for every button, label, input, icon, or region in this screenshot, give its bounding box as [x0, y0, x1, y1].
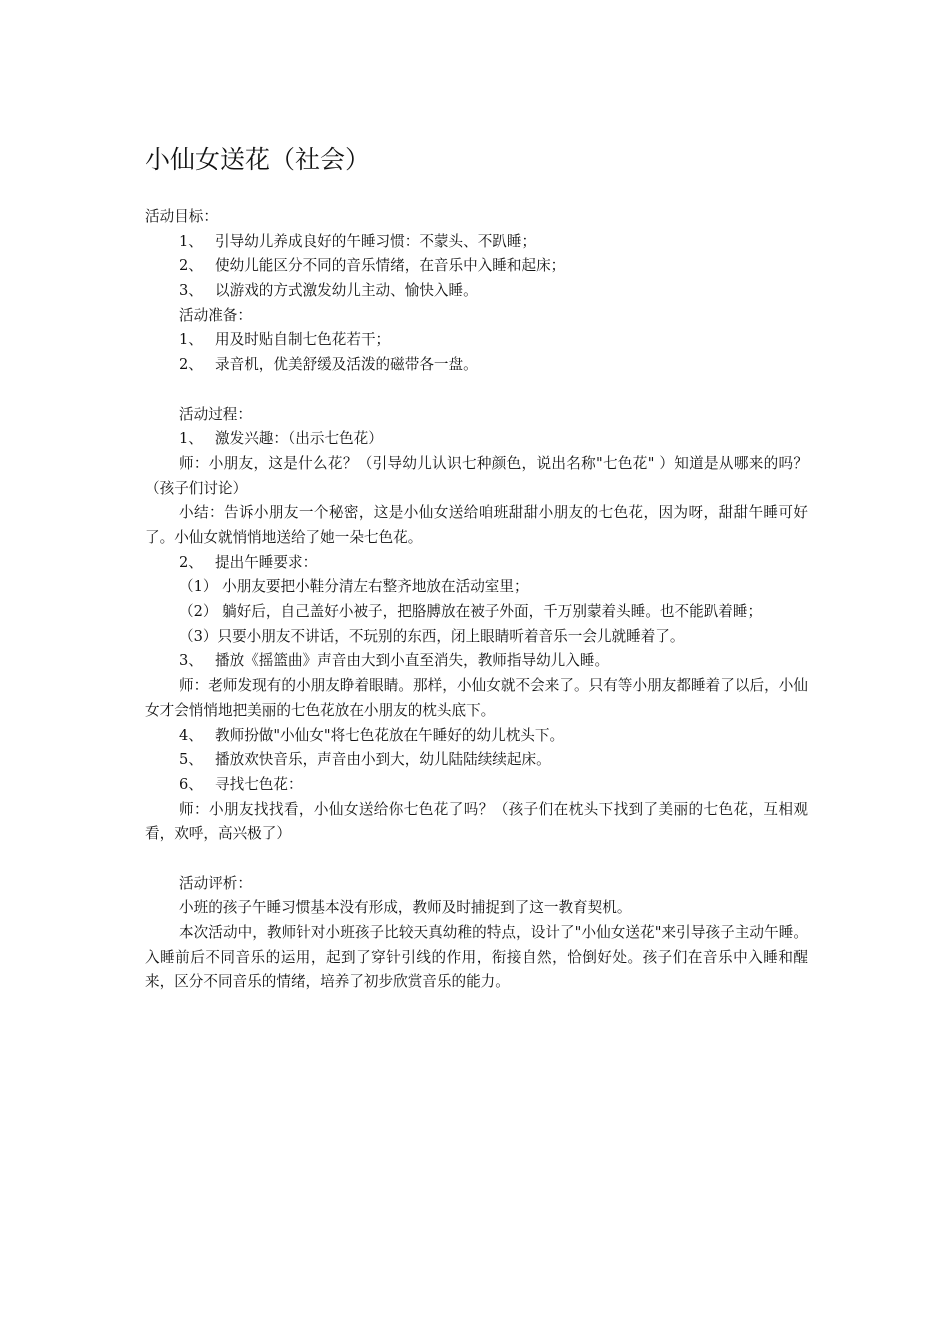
- step-text: 寻找七色花：: [215, 775, 303, 793]
- goal-item: [145, 230, 808, 255]
- process-step: [145, 551, 808, 576]
- step-text: 提出午睡要求：: [215, 553, 318, 571]
- requirement-item: （2） 躺好后，自己盖好小被子，把胳膊放在被子外面，千万别蒙着头睡。也不能趴着睡；: [179, 603, 763, 621]
- goal-item: [145, 279, 808, 304]
- process-step: [145, 748, 808, 773]
- step-text: 激发兴趣：（出示七色花）: [215, 430, 383, 448]
- step-number: 4、: [179, 726, 203, 744]
- prep-heading: 活动准备：: [179, 306, 252, 324]
- prep-text: 用及时贴自制七色花若干；: [215, 331, 391, 349]
- prep-number: 2、: [179, 356, 203, 374]
- process-step: [145, 649, 808, 674]
- prep-text: 录音机，优美舒缓及活泼的磁带各一盘。: [215, 356, 478, 374]
- review-paragraph: 本次活动中，教师针对小班孩子比较天真幼稚的特点，设计了"小仙女送花"来引导孩子主动午睡。入睡前后不同音乐的运用，起到了穿针引线的作用，衔接自然，恰倒好处。孩子们在音乐中入睡和醒来，区分不同音乐的情绪，培养了初步欣赏音乐的能力。: [145, 924, 808, 991]
- process-paragraph: 师：老师发现有的小朋友睁着眼睛。那样，小仙女就不会来了。只有等小朋友都睡着了以后，小仙女才会悄悄地把美丽的七色花放在小朋友的枕头底下。: [145, 677, 808, 719]
- process-step: [145, 724, 808, 749]
- blank-line: [145, 378, 808, 403]
- document-title: 小仙女送花（社会）: [145, 145, 371, 174]
- goal-text: 以游戏的方式激发幼儿主动、愉快入睡。: [215, 282, 478, 300]
- step-number: 6、: [179, 775, 203, 793]
- step-text: 播放《摇篮曲》声音由大到小直至消失，教师指导幼儿入睡。: [215, 652, 610, 670]
- goal-item: [145, 254, 808, 279]
- step-number: 2、: [179, 553, 203, 571]
- blank-line: [145, 847, 808, 872]
- goal-number: 2、: [179, 257, 203, 275]
- review-paragraph: 小班的孩子午睡习惯基本没有形成，教师及时捕捉到了这一教育契机。: [179, 899, 632, 917]
- goals-heading: 活动目标：: [145, 208, 218, 225]
- document-body: [145, 205, 808, 995]
- process-heading: 活动过程：: [179, 405, 252, 423]
- goal-text: 引导幼儿养成良好的午睡习惯：不蒙头、不趴睡；: [215, 232, 537, 250]
- prep-number: 1、: [179, 331, 203, 349]
- step-number: 5、: [179, 751, 203, 769]
- review-heading: 活动评析：: [179, 874, 252, 892]
- step-text: 播放欢快音乐，声音由小到大，幼儿陆陆续续起床。: [215, 751, 551, 769]
- process-paragraph: 小结：告诉小朋友一个秘密，这是小仙女送给咱班甜甜小朋友的七色花，因为呀，甜甜午睡可好了。小仙女就悄悄地送给了她一朵七色花。: [145, 504, 808, 546]
- prep-item: [145, 353, 808, 378]
- prep-item: [145, 328, 808, 353]
- process-step: [145, 427, 808, 452]
- process-step: [145, 773, 808, 798]
- goal-text: 使幼儿能区分不同的音乐情绪，在音乐中入睡和起床；: [215, 257, 566, 275]
- requirement-item: （3）只要小朋友不讲话，不玩别的东西，闭上眼睛听着音乐一会儿就睡着了。: [179, 627, 685, 645]
- requirement-item: （1） 小朋友要把小鞋分清左右整齐地放在活动室里；: [179, 578, 529, 596]
- goal-number: 3、: [179, 282, 203, 300]
- step-text: 教师扮做"小仙女"将七色花放在午睡好的幼儿枕头下。: [215, 726, 565, 744]
- process-paragraph: 师：小朋友，这是什么花？（引导幼儿认识七种颜色，说出名称"七色花" ）知道是从哪来的吗？（孩子们讨论）: [145, 454, 808, 497]
- step-number: 1、: [179, 430, 203, 448]
- step-number: 3、: [179, 652, 203, 670]
- goal-number: 1、: [179, 232, 203, 250]
- process-paragraph: 师：小朋友找找看，小仙女送给你七色花了吗？（孩子们在枕头下找到了美丽的七色花，互相观看，欢呼，高兴极了）: [145, 800, 808, 843]
